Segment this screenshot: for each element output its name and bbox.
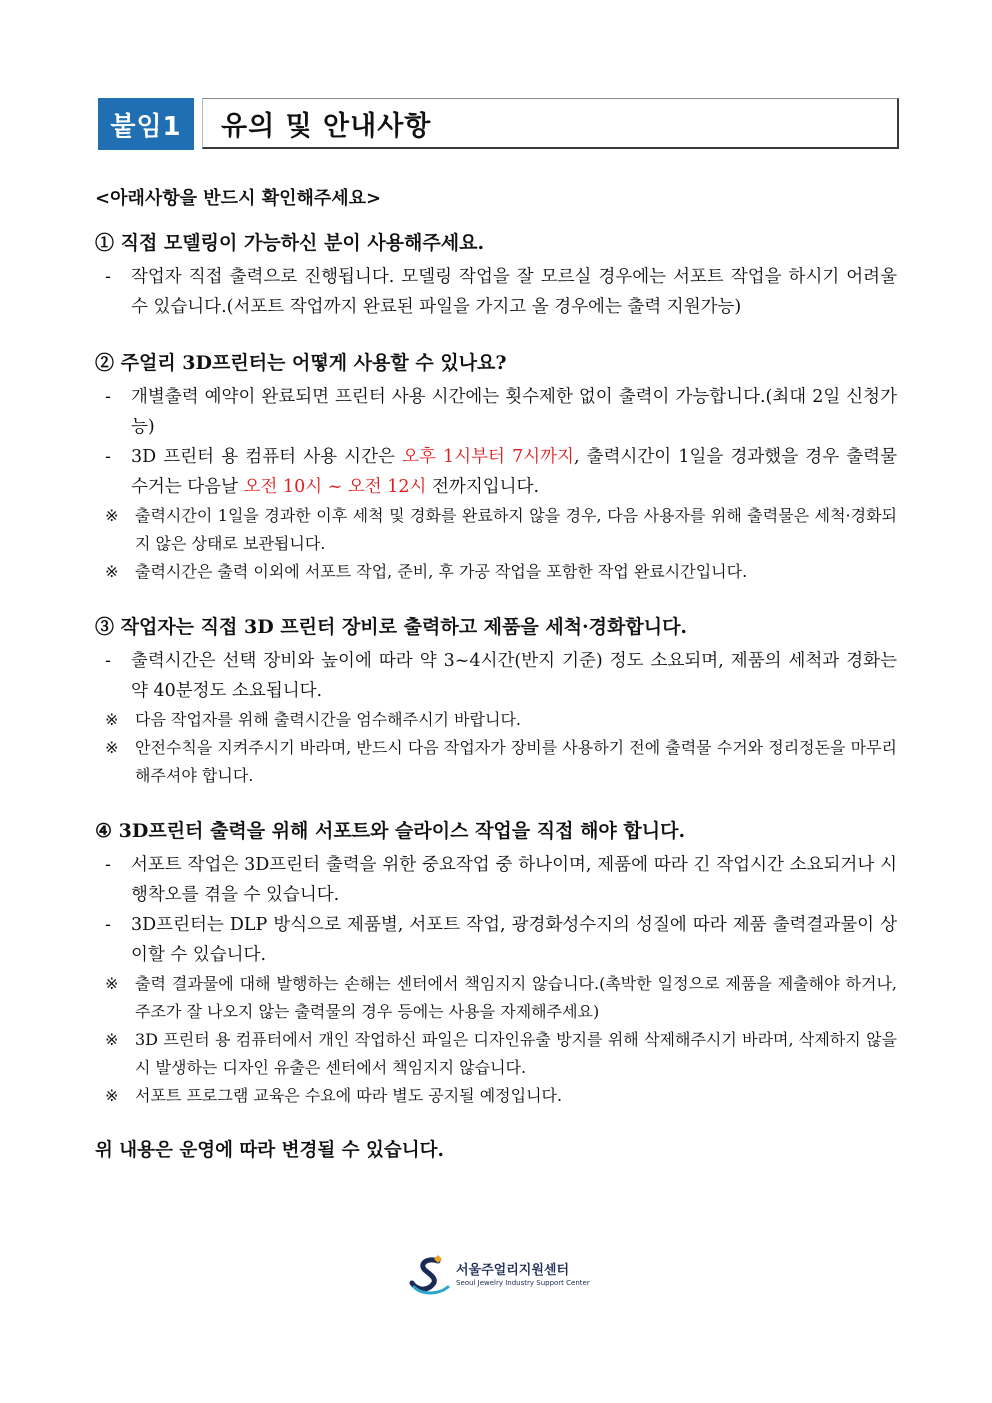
usage-hours: 오후 1시부터 7시까지 (402, 447, 574, 467)
closing-statement: 위 내용은 운영에 따라 변경될 수 있습니다. (95, 1140, 444, 1161)
center-logo (408, 1253, 598, 1297)
reference-mark: ※ (105, 710, 119, 729)
section-3-title: ③ 작업자는 직접 3D 프린터 장비로 출력하고 제품을 세척·경화합니다. (95, 616, 688, 638)
section-2-item-2: - 3D 프린터 용 컴퓨터 사용 시간은 오후 1시부터 7시까지, 출력시간이 1일을 경과했을 경우 출력물 수거는 다음날 오전 10시 ~ 오전 12시 전까지입니다. (95, 442, 897, 502)
section-3-item-1: - 출력시간은 선택 장비와 높이에 따라 약 3~4시간(반지 기준) 정도 소요되며, 제품의 세척과 경화는 약 40분정도 소요됩니다. (95, 646, 897, 706)
dash-bullet: - (105, 387, 111, 407)
center-logo-icon (408, 1253, 454, 1297)
center-name-korean: 서울주얼리지원센터 (456, 1263, 570, 1278)
section-3 (95, 612, 897, 790)
center-name-english: Seoul Jewelry Industry Support Center (456, 1279, 590, 1287)
dash-bullet: - (105, 651, 111, 671)
notice-heading: <아래사항을 반드시 확인해주세요> (95, 188, 382, 209)
section-1-title: ① 직접 모델링이 가능하신 분이 사용해주세요. (95, 232, 485, 254)
reference-mark: ※ (105, 1030, 119, 1049)
reference-mark: ※ (105, 506, 119, 525)
dash-bullet: - (105, 915, 111, 935)
section-4-note-1: ※ 출력 결과물에 대해 발행하는 손해는 센터에서 책임지지 않습니다.(촉박한 일정으로 제품을 제출해야 하거나, 주조가 잘 나오지 않는 출력물의 경우 등에는 사용을 자제해주세요) (95, 970, 897, 1026)
attachment-tag: 붙임1 (98, 98, 194, 150)
section-4-item-1: - 서포트 작업은 3D프린터 출력을 위한 중요작업 중 하나이며, 제품에 따라 긴 작업시간 소요되거나 시행착오를 겪을 수 있습니다. (95, 850, 897, 910)
dash-bullet: - (105, 447, 111, 467)
section-4-note-3: ※ 서포트 프로그램 교육은 수요에 따라 별도 공지될 예정입니다. (95, 1082, 897, 1110)
reference-mark: ※ (105, 562, 119, 581)
section-4 (95, 816, 897, 1110)
reference-mark: ※ (105, 738, 119, 757)
reference-mark: ※ (105, 974, 119, 993)
section-3-note-2: ※ 안전수칙을 지켜주시기 바라며, 반드시 다음 작업자가 장비를 사용하기 전에 출력물 수거와 정리정돈을 마무리 해주셔야 합니다. (95, 734, 897, 790)
page-header (98, 98, 898, 150)
dash-bullet: - (105, 267, 111, 287)
pickup-hours: 오전 10시 ~ 오전 12시 (243, 477, 427, 497)
reference-mark: ※ (105, 1086, 119, 1105)
section-3-note-1: ※ 다음 작업자를 위해 출력시간을 엄수해주시기 바랍니다. (95, 706, 897, 734)
section-4-note-2: ※ 3D 프린터 용 컴퓨터에서 개인 작업하신 파일은 디자인유출 방지를 위해 삭제해주시기 바라며, 삭제하지 않을 시 발생하는 디자인 유출은 센터에서 책임지지 않습니다. (95, 1026, 897, 1082)
section-1 (95, 228, 897, 322)
dash-bullet: - (105, 855, 111, 875)
document-body (95, 184, 897, 1181)
section-2-item-1: - 개별출력 예약이 완료되면 프린터 사용 시간에는 횟수제한 없이 출력이 가능합니다.(최대 2일 신청가능) (95, 382, 897, 442)
section-2-note-2: ※ 출력시간은 출력 이외에 서포트 작업, 준비, 후 가공 작업을 포함한 작업 완료시간입니다. (95, 558, 897, 586)
section-2-title: ② 주얼리 3D프린터는 어떻게 사용할 수 있나요? (95, 352, 507, 374)
section-1-item-1: - 작업자 직접 출력으로 진행됩니다. 모델링 작업을 잘 모르실 경우에는 서포트 작업을 하시기 어려울 수 있습니다.(서포트 작업까지 완료된 파일을 가지고 올 경우에는 출력 지원가능) (95, 262, 897, 322)
page-title: 유의 및 안내사항 (221, 110, 432, 142)
title-box (202, 98, 899, 149)
section-2-note-1: ※ 출력시간이 1일을 경과한 이후 세척 및 경화를 완료하지 않을 경우, 다음 사용자를 위해 출력물은 세척·경화되지 않은 상태로 보관됩니다. (95, 502, 897, 558)
section-2 (95, 348, 897, 586)
section-4-item-2: - 3D프린터는 DLP 방식으로 제품별, 서포트 작업, 광경화성수지의 성질에 따라 제품 출력결과물이 상이할 수 있습니다. (95, 910, 897, 970)
section-4-title: ④ 3D프린터 출력을 위해 서포트와 슬라이스 작업을 직접 해야 합니다. (95, 820, 686, 842)
